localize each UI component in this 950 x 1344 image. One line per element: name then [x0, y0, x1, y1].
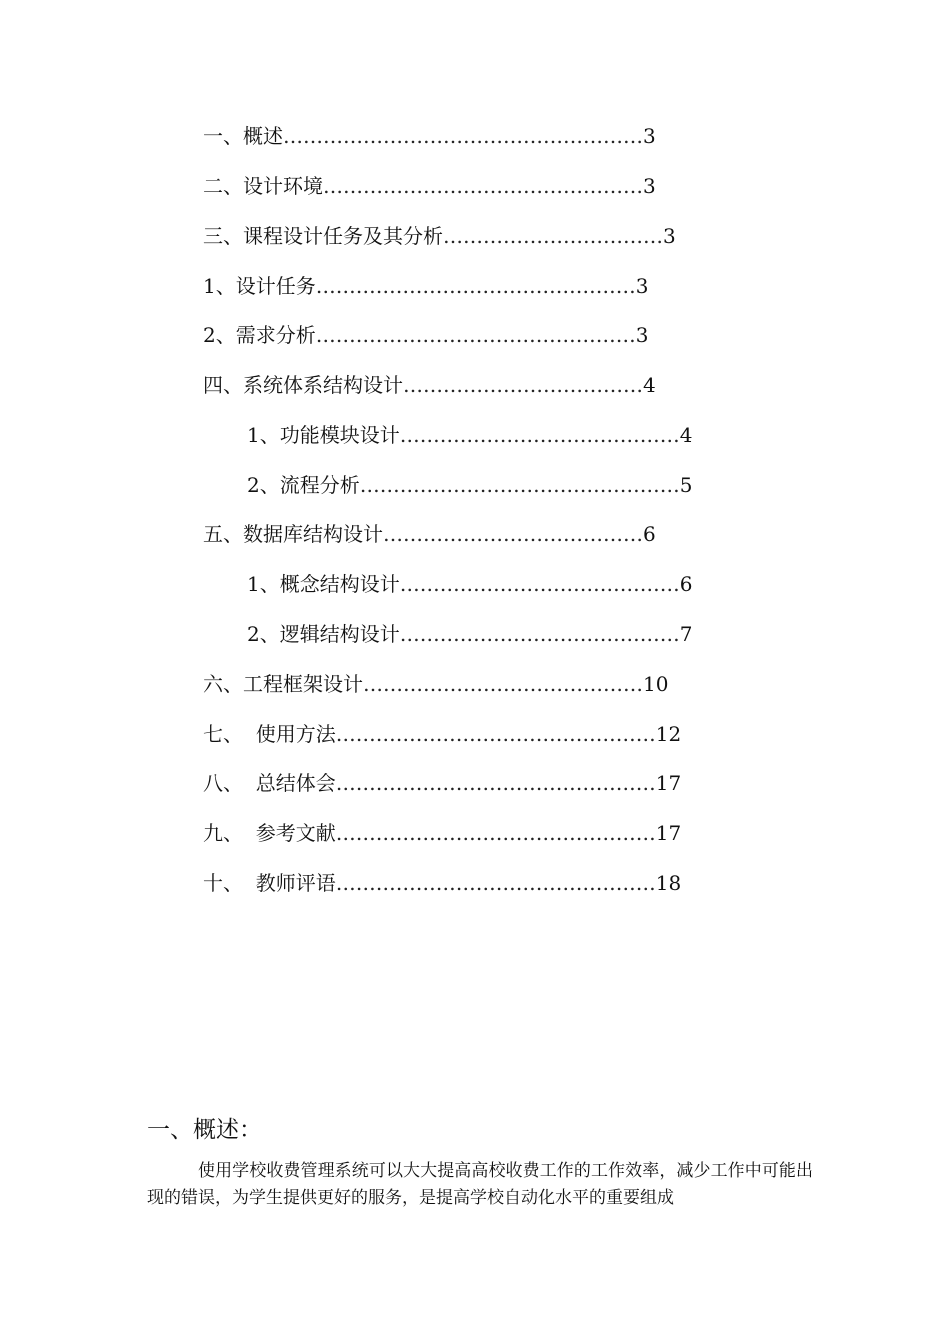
- toc-leader-dots: …………………………………………: [335, 771, 656, 795]
- section-heading: 一、概述：: [147, 1117, 262, 1143]
- toc-page-number: 3: [643, 174, 656, 198]
- toc-entry-title: 1、设计任务: [203, 274, 316, 298]
- toc-leader-dots: ……………………………………: [363, 672, 643, 696]
- toc-page-number: 17: [655, 821, 682, 845]
- toc-entry[interactable]: [203, 121, 656, 151]
- toc-leader-dots: …………………………………………: [315, 274, 636, 298]
- toc-entry[interactable]: [247, 420, 692, 450]
- toc-leader-dots: ………………………………: [403, 373, 643, 397]
- toc-entry-title: 七、 使用方法: [203, 722, 336, 746]
- toc-page-number: 7: [679, 622, 693, 646]
- toc-entry-title: 十、 教师评语: [203, 871, 336, 895]
- toc-entry[interactable]: [203, 519, 656, 549]
- toc-leader-dots: ………………………………………………: [283, 124, 643, 148]
- toc-page-number: 3: [643, 124, 656, 148]
- toc-leader-dots: …………………………………: [383, 522, 643, 546]
- toc-page-number: 4: [679, 423, 693, 447]
- toc-entry[interactable]: [203, 719, 681, 749]
- toc-entry[interactable]: [203, 271, 648, 301]
- toc-entry-title: 六、工程框架设计: [203, 672, 363, 696]
- toc-leader-dots: ……………………………………: [399, 423, 680, 447]
- toc-entry-title: 三、课程设计任务及其分析: [203, 224, 443, 248]
- toc-entry-title: 九、 参考文献: [203, 821, 336, 845]
- toc-entry[interactable]: [203, 768, 681, 798]
- toc-entry[interactable]: [203, 370, 656, 400]
- toc-leader-dots: …………………………………………: [359, 473, 680, 497]
- toc-entry[interactable]: [247, 619, 692, 649]
- toc-entry-title: 1、功能模块设计: [247, 423, 400, 447]
- toc-entry[interactable]: [247, 569, 692, 599]
- toc-entry-title: 八、 总结体会: [203, 771, 336, 795]
- toc-leader-dots: …………………………………………: [335, 871, 656, 895]
- toc-leader-dots: …………………………………………: [323, 174, 643, 198]
- toc-page-number: 6: [643, 522, 656, 546]
- toc-page-number: 4: [643, 373, 656, 397]
- section-paragraph: 使用学校收费管理系统可以大大提高高校收费工作的工作效率，减少工作中可能出现的错误，为学生提供更好的服务，是提高学校自动化水平的重要组成: [147, 1161, 813, 1208]
- toc-entry[interactable]: [247, 470, 692, 500]
- toc-page-number: 5: [679, 473, 693, 497]
- toc-entry-title: 二、设计环境: [203, 174, 323, 198]
- toc-entry[interactable]: [203, 171, 656, 201]
- toc-page-number: 12: [655, 722, 682, 746]
- toc-entry[interactable]: [203, 818, 681, 848]
- toc-entry-title: 2、需求分析: [203, 323, 316, 347]
- toc-leader-dots: …………………………………………: [335, 821, 656, 845]
- toc-entry-title: 五、数据库结构设计: [203, 522, 383, 546]
- toc-page-number: 3: [663, 224, 676, 248]
- toc-leader-dots: …………………………………………: [335, 722, 656, 746]
- toc-page-number: 10: [643, 672, 669, 696]
- toc-entry-title: 2、逻辑结构设计: [247, 622, 400, 646]
- toc-entry-title: 一、概述: [203, 124, 283, 148]
- toc-leader-dots: ……………………………………: [399, 622, 680, 646]
- toc-page-number: 17: [655, 771, 682, 795]
- toc-entry-title: 四、系统体系结构设计: [203, 373, 403, 397]
- toc-entry[interactable]: [203, 669, 668, 699]
- toc-entry-title: 2、流程分析: [247, 473, 360, 497]
- toc-page-number: 6: [679, 572, 693, 596]
- toc-page-number: 3: [635, 323, 649, 347]
- toc-entry[interactable]: [203, 221, 676, 251]
- toc-page-number: 18: [655, 871, 682, 895]
- toc-page-number: 3: [635, 274, 649, 298]
- toc-leader-dots: ……………………………: [443, 224, 663, 248]
- toc-leader-dots: ……………………………………: [399, 572, 680, 596]
- toc-entry[interactable]: [203, 868, 681, 898]
- toc-leader-dots: …………………………………………: [315, 323, 636, 347]
- toc-entry[interactable]: [203, 320, 648, 350]
- toc-entry-title: 1、概念结构设计: [247, 572, 400, 596]
